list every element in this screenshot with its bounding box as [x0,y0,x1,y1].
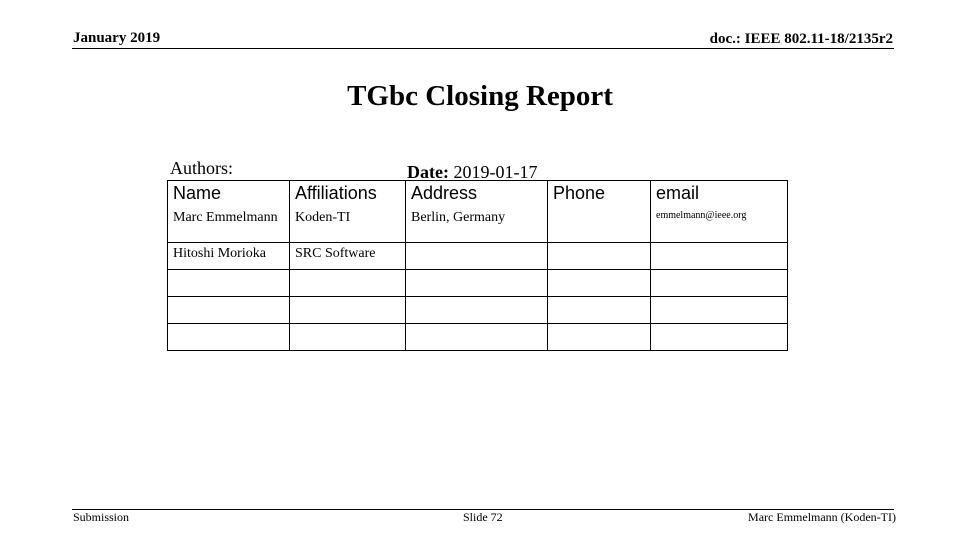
cell-affiliation: Koden-TI [290,207,406,243]
cell-email: emmelmann@ieee.org [651,207,788,243]
header-date: January 2019 [73,30,161,46]
cell-name [168,324,290,351]
column-header-address: Address [406,181,548,208]
cell-name [168,270,290,297]
cell-phone [548,270,651,297]
cell-email [651,270,788,297]
footer-slide-number: Slide 72 [463,510,503,524]
cell-email [651,324,788,351]
cell-email [651,243,788,270]
cell-phone [548,243,651,270]
cell-address [406,270,548,297]
date-value: 2019-01-17 [453,162,538,182]
cell-affiliation: SRC Software [290,243,406,270]
cell-phone [548,207,651,243]
column-header-phone: Phone [548,181,651,208]
cell-address: Berlin, Germany [406,207,548,243]
cell-phone [548,324,651,351]
cell-affiliation [290,297,406,324]
table-row [168,297,788,324]
column-header-affiliations: Affiliations [290,181,406,208]
cell-name: Hitoshi Morioka [168,243,290,270]
column-header-email: email [651,181,788,208]
header-doc-id: doc.: IEEE 802.11-18/2135r2 [709,31,893,47]
cell-address [406,243,548,270]
slide-title: TGbc Closing Report [347,80,613,112]
table-row [168,207,788,243]
cell-affiliation [290,270,406,297]
authors-label: Authors: [170,158,233,178]
header-divider [72,48,894,49]
authors-table [167,180,788,351]
cell-phone [548,297,651,324]
cell-email [651,297,788,324]
table-header-row [168,181,788,208]
date-label: Date: [407,162,449,182]
footer-submission: Submission [73,510,130,524]
cell-affiliation [290,324,406,351]
table-row [168,324,788,351]
footer-author: Marc Emmelmann (Koden-TI) [748,510,896,524]
cell-name [168,297,290,324]
cell-name: Marc Emmelmann [168,207,290,243]
column-header-name: Name [168,181,290,208]
cell-address [406,297,548,324]
table-row [168,243,788,270]
table-row [168,270,788,297]
cell-address [406,324,548,351]
